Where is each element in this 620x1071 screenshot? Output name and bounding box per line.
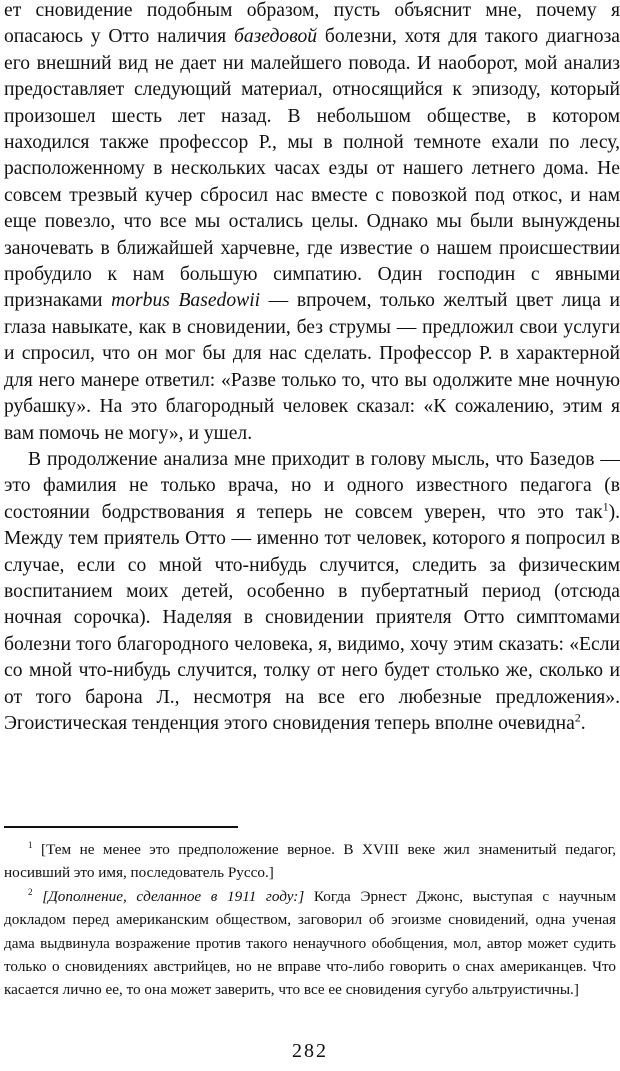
footnote-1-text: [Тем не менее это предположение верное. В XVIII веке жил знаменитый педагог, носивший это имя, последователь Руссо.] — [4, 841, 616, 882]
footnotes — [4, 838, 616, 1002]
footnote-2 — [4, 885, 616, 1002]
italic-basedow: базедовой — [233, 26, 318, 48]
main-text — [4, 0, 620, 737]
paragraph-1-part-b: болезни, хотя для такого диагноза его внешний вид не дает ни малейшего повода. И наоборот, мой анализ предоставляет следующий материал, относящийся к эпизоду, который произошел шесть лет назад. В небольшом обществе, в котором находился также профессор Р., мы в полной темноте ехали по лесу, расположенному в нескольких часах езды от нашего летнего дома. Не совсем трезвый кучер сбросил нас вместе с повозкой под откос, и нам еще повезло, что все мы остались целы. Однако мы были вынуждены заночевать в ближайшей харчевне, где известие о нашем происшествии пробудило к нам большую симпатию. Один господин с явными признаками — [4, 26, 620, 312]
paragraph-2 — [4, 447, 620, 737]
italic-morbus-basedowii: morbus Basedowii — [111, 290, 261, 312]
paragraph-2-part-a: В продолжение анализа мне приходит в голову мысль, что Базедов — это фамилия не только врача, но и одного известного педагога (в состоянии бодрствования я теперь не совсем уверен, что это так — [4, 448, 620, 523]
page-number: 282 — [292, 1040, 328, 1062]
paragraph-2-part-b: ). Между тем приятель Отто — именно тот человек, которого я попросил в случае, если со мной что-нибудь случится, следить за физическим воспитанием моих детей, особенно в пубертатный период (отсюда ночная сорочка). Наделяя в сновидении приятеля Отто симптомами болезни того благородного человека, я, видимо, хочу этим сказать: «Если со мной что-нибудь случится, толку от него будет столько же, сколько и от того барона Л., несмотря на все его любезные предложения». Эгоистическая тенденция этого сновидения теперь вполне очевидна — [4, 501, 620, 734]
footnote-2-mark: 2 — [28, 886, 33, 897]
footnote-divider — [4, 826, 238, 828]
footnote-1 — [4, 838, 616, 885]
footnote-ref-1[interactable]: 1 — [602, 500, 609, 514]
footnote-2-text: Когда Эрнест Джонс, выступая с научным докладом перед американским обществом, заговорил об эгоизме сновидений, одна ученая дама выдвинула возражение против такого ненаучного обобщения, мол, автор может судить только о сновидениях австрийцев, но не вправе что-либо говорить о снах американцев. Что касается лично ее, то она может заверить, что все ее сновидения сугубо альтруистичны.] — [4, 887, 617, 999]
paragraph-1-part-a: ет сновидение подобным образом, пусть объяснит мне, почему я опасаюсь у Отто наличия — [4, 0, 620, 48]
footnote-1-mark: 1 — [28, 839, 33, 850]
footnote-ref-2[interactable]: 2 — [574, 711, 581, 725]
paragraph-2-part-c: . — [580, 712, 586, 734]
paragraph-1-part-c: — впрочем, только желтый цвет лица и глаза навыкате, как в сновидении, без струмы — предложил свои услуги и спросил, что он мог бы для нас сделать. Профессор Р. в характерной для него манере ответил: «Разве только то, что вы одолжите мне ночную рубашку». На это благородный человек сказал: «К сожалению, этим я вам помочь не могу», и ушел. — [4, 290, 620, 444]
footnote-2-italic: [Дополнение, сделанное в 1911 году:] — [32, 887, 305, 905]
paragraph-1 — [4, 0, 620, 447]
